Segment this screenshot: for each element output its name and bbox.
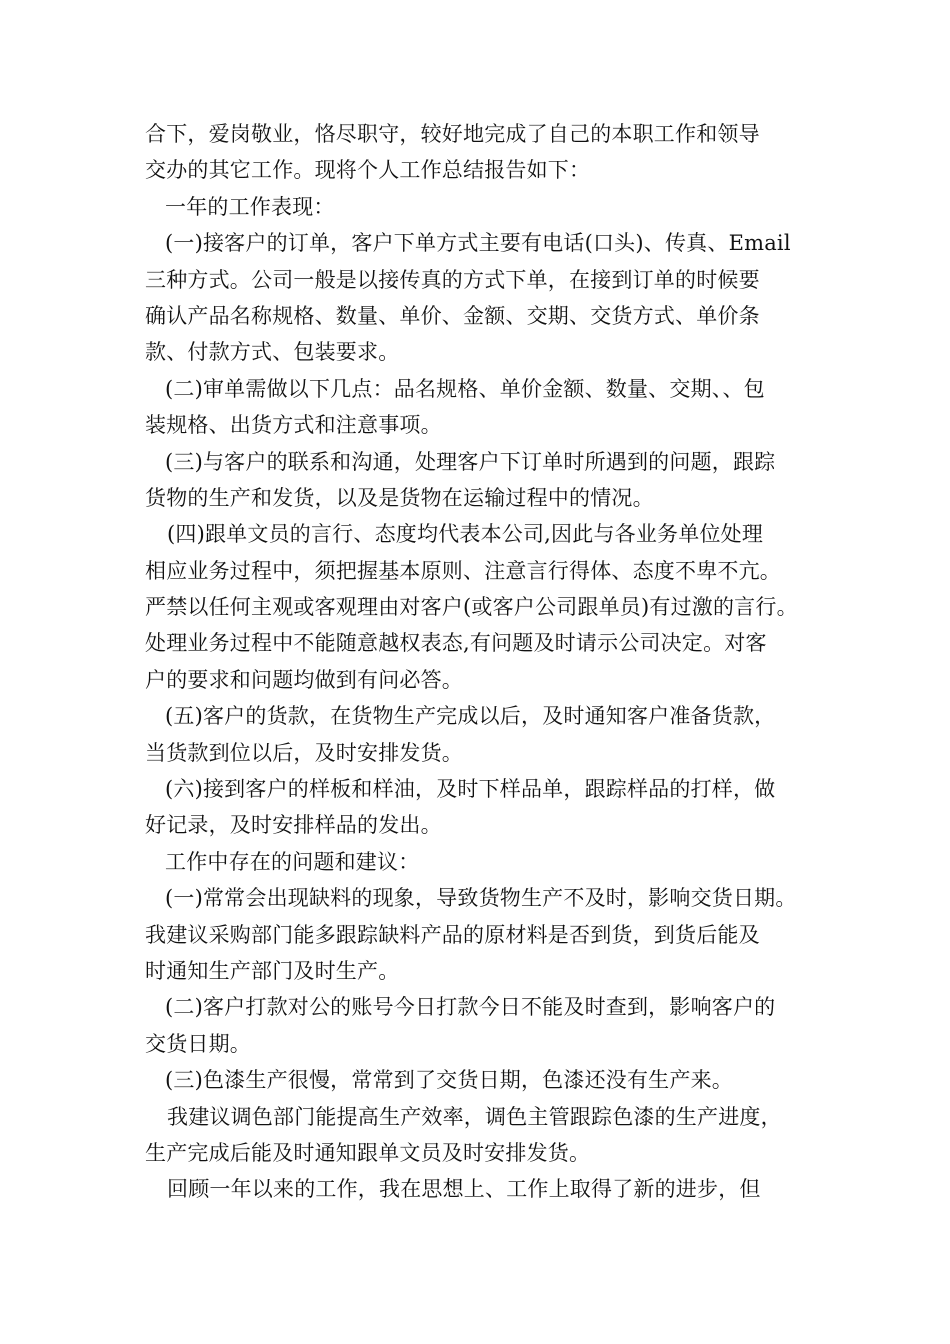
text-line: 时通知生产部门及时生产。 [145, 958, 400, 983]
text-line: (六)接到客户的样板和样油，及时下样品单，跟踪样品的打样，做 [165, 777, 776, 802]
text-line: 回顾一年以来的工作，我在思想上、工作上取得了新的进步，但 [167, 1177, 761, 1202]
text-line: 合下，爱岗敬业，恪尽职守，较好地完成了自己的本职工作和领导 [145, 122, 760, 146]
text-line: (一)常常会出现缺料的现象，导致货物生产不及时，影响交货日期。 [165, 886, 797, 911]
text-line: 好记录，及时安排样品的发出。 [145, 813, 442, 838]
text-line: 三种方式。公司一般是以接传真的方式下单，在接到订单的时候要 [145, 267, 760, 292]
document-body [145, 116, 813, 1208]
section-heading: 工作中存在的问题和建议： [165, 849, 420, 874]
text-line: 相应业务过程中，须把握基本原则、注意言行得体、态度不卑不亢。 [145, 558, 781, 583]
text-line: 当货款到位以后，及时安排发货。 [145, 740, 463, 765]
text-line: 我建议采购部门能多跟踪缺料产品的原材料是否到货，到货后能及 [145, 922, 760, 947]
text-line: 货物的生产和发货，以及是货物在运输过程中的情况。 [145, 485, 654, 510]
text-line: (三)色漆生产很慢，常常到了交货日期，色漆还没有生产来。 [165, 1068, 733, 1093]
text-line: 我建议调色部门能提高生产效率，调色主管跟踪色漆的生产进度， [167, 1104, 782, 1129]
text-line: (四)跟单文员的言行、态度均代表本公司,因此与各业务单位处理 [167, 522, 764, 547]
text-line: 款、付款方式、包装要求。 [145, 340, 400, 365]
text-line: 严禁以任何主观或客观理由对客户(或客户公司跟单员)有过激的言行。 [145, 595, 798, 620]
text-line: 交货日期。 [145, 1031, 251, 1056]
text-line: 交办的其它工作。现将个人工作总结报告如下： [145, 158, 591, 183]
text-line: 确认产品名称规格、数量、单价、金额、交期、交货方式、单价条 [145, 303, 760, 328]
text-line: (二)客户打款对公的账号今日打款今日不能及时查到，影响客户的 [165, 995, 776, 1020]
text-line: 户的要求和问题均做到有问必答。 [145, 667, 463, 692]
section-heading: 一年的工作表现： [165, 194, 335, 219]
text-line: (一)接客户的订单，客户下单方式主要有电话(口头)、传真、Email [165, 231, 791, 256]
text-line: 生产完成后能及时通知跟单文员及时安排发货。 [145, 1140, 591, 1165]
text-line: 装规格、出货方式和注意事项。 [145, 413, 442, 438]
text-line: (二)审单需做以下几点：品名规格、单价金额、数量、交期、、包 [165, 376, 765, 401]
text-line: (三)与客户的联系和沟通，处理客户下订单时所遇到的问题，跟踪 [165, 449, 776, 474]
text-line: (五)客户的货款，在货物生产完成以后，及时通知客户准备货款， [165, 704, 776, 729]
text-line: 处理业务过程中不能随意越权表态,有问题及时请示公司决定。对客 [145, 631, 767, 656]
